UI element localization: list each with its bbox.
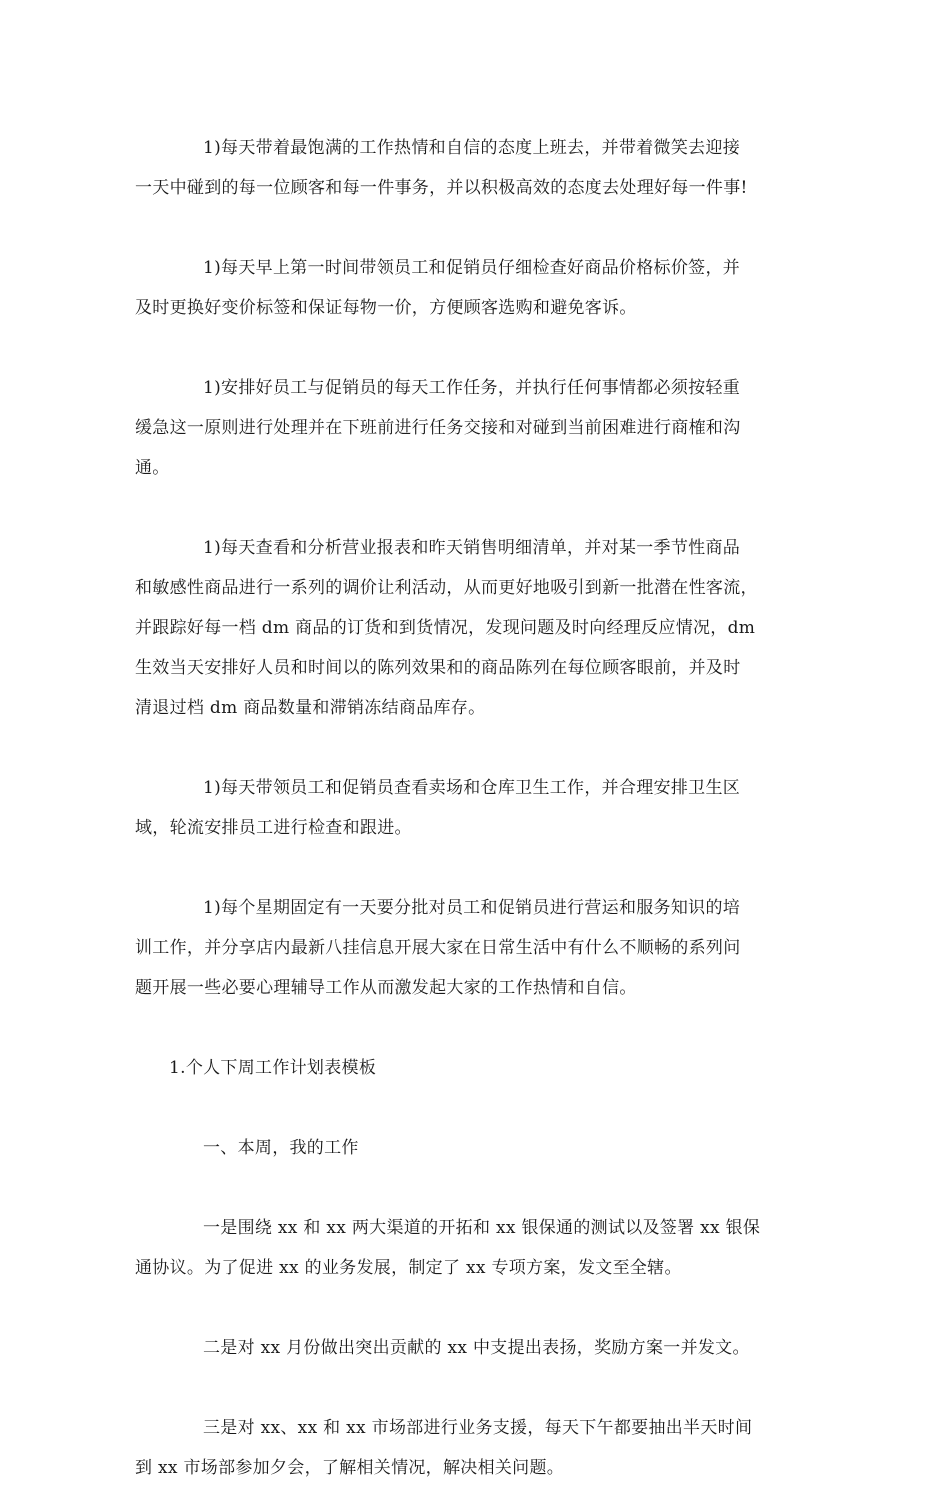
paragraph-line: 二是对 xx 月份做出突出贡献的 xx 中支提出表扬，奖励方案一并发文。 bbox=[203, 1338, 750, 1358]
paragraph-gap bbox=[135, 1168, 815, 1208]
paragraph-gap bbox=[135, 1008, 815, 1048]
paragraph-gap bbox=[135, 1288, 815, 1328]
document-body bbox=[135, 128, 815, 1488]
paragraph-line: 1)每天查看和分析营业报表和昨天销售明细清单，并对某一季节性商品 bbox=[203, 538, 741, 558]
paragraph-line: 1)安排好员工与促销员的每天工作任务，并执行任何事情都必须按轻重 bbox=[203, 378, 741, 398]
paragraph-line: 并跟踪好每一档 dm 商品的订货和到货情况，发现问题及时向经理反应情况，dm bbox=[135, 618, 756, 638]
paragraph-gap bbox=[135, 488, 815, 528]
paragraph-line: 通协议。为了促进 xx 的业务发展，制定了 xx 专项方案，发文至全辖。 bbox=[135, 1258, 682, 1278]
paragraph-line: 和敏感性商品进行一系列的调价让利活动，从而更好地吸引到新一批潜在性客流， bbox=[135, 578, 758, 598]
paragraph-line: 缓急这一原则进行处理并在下班前进行任务交接和对碰到当前困难进行商榷和沟 bbox=[135, 418, 741, 438]
paragraph-line: 训工作，并分享店内最新八挂信息开展大家在日常生活中有什么不顺畅的系列问 bbox=[135, 938, 741, 958]
paragraph-6 bbox=[135, 888, 815, 1008]
paragraph-5 bbox=[135, 768, 815, 848]
paragraph-line: 1)每天带领员工和促销员查看卖场和仓库卫生工作，并合理安排卫生区 bbox=[203, 778, 741, 798]
paragraph-2 bbox=[135, 248, 815, 328]
paragraph-line: 题开展一些必要心理辅导工作从而激发起大家的工作热情和自信。 bbox=[135, 978, 637, 998]
paragraph-line: 到 xx 市场部参加夕会，了解相关情况，解决相关问题。 bbox=[135, 1458, 565, 1478]
paragraph-1 bbox=[135, 128, 815, 208]
section-title: 1.个人下周工作计划表模板 bbox=[169, 1058, 377, 1078]
paragraph-line: 1)每天带着最饱满的工作热情和自信的态度上班去，并带着微笑去迎接 bbox=[203, 138, 741, 158]
subsection-title: 一、本周，我的工作 bbox=[203, 1138, 359, 1158]
paragraph-gap bbox=[135, 328, 815, 368]
paragraph-line: 三是对 xx、xx 和 xx 市场部进行业务支援，每天下午都要抽出半天时间 bbox=[203, 1418, 753, 1438]
work-item-3 bbox=[135, 1408, 815, 1488]
paragraph-gap bbox=[135, 208, 815, 248]
work-item-2 bbox=[135, 1328, 815, 1368]
paragraph-line: 域，轮流安排员工进行检查和跟进。 bbox=[135, 818, 412, 838]
paragraph-line: 通。 bbox=[135, 458, 170, 478]
paragraph-gap bbox=[135, 1368, 815, 1408]
paragraph-line: 清退过档 dm 商品数量和滞销冻结商品库存。 bbox=[135, 698, 486, 718]
paragraph-line: 1)每天早上第一时间带领员工和促销员仔细检查好商品价格标价签，并 bbox=[203, 258, 741, 278]
paragraph-line: 1)每个星期固定有一天要分批对员工和促销员进行营运和服务知识的培 bbox=[203, 898, 741, 918]
paragraph-gap bbox=[135, 1088, 815, 1128]
paragraph-gap bbox=[135, 728, 815, 768]
paragraph-3 bbox=[135, 368, 815, 488]
work-item-1 bbox=[135, 1208, 815, 1288]
paragraph-gap bbox=[135, 848, 815, 888]
paragraph-line: 及时更换好变价标签和保证每物一价，方便顾客选购和避免客诉。 bbox=[135, 298, 637, 318]
paragraph-line: 一是围绕 xx 和 xx 两大渠道的开拓和 xx 银保通的测试以及签署 xx 银保 bbox=[203, 1218, 761, 1238]
paragraph-line: 一天中碰到的每一位顾客和每一件事务，并以积极高效的态度去处理好每一件事! bbox=[135, 178, 748, 198]
paragraph-4 bbox=[135, 528, 815, 728]
paragraph-line: 生效当天安排好人员和时间以的陈列效果和的商品陈列在每位顾客眼前，并及时 bbox=[135, 658, 741, 678]
